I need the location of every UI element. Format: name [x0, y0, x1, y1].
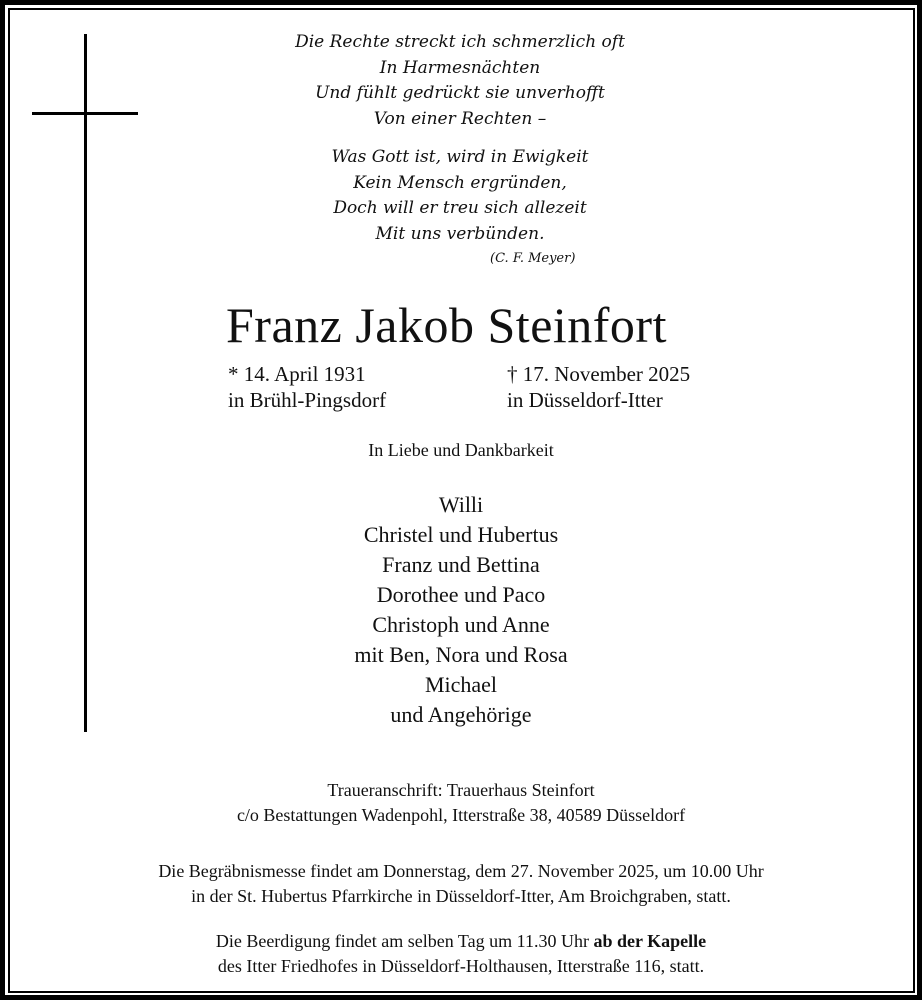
mourning-address: [0, 778, 922, 828]
burial-line: des Itter Friedhofes in Düsseldorf-Holthausen, Itterstraße 116, statt.: [217, 956, 705, 976]
burial-info: [0, 929, 922, 979]
family-member: Christel und Hubertus: [363, 522, 559, 547]
deceased-name: Franz Jakob Steinfort: [226, 297, 667, 353]
poem-line: In Harmesnächten: [379, 57, 541, 78]
poem-author: (C. F. Meyer): [490, 251, 576, 266]
poem-line: Mit uns verbünden.: [375, 223, 545, 244]
poem-line: Und fühlt gedrückt sie unverhofft: [315, 83, 605, 103]
death-info: [507, 361, 690, 413]
family-member: und Angehörige: [390, 702, 532, 727]
poem-line: Von einer Rechten –: [373, 108, 547, 129]
poem-stanza-2: [260, 145, 660, 247]
mass-line: in der St. Hubertus Pfarrkirche in Düsseldorf-Itter, Am Broichgraben, statt.: [191, 886, 731, 906]
death-place: in Düsseldorf-Itter: [507, 388, 663, 412]
burial-location-emphasis: ab der Kapelle: [593, 931, 707, 951]
birth-place: in Brühl-Pingsdorf: [228, 388, 387, 412]
family-member: Willi: [438, 492, 484, 517]
family-member: Christoph und Anne: [372, 612, 550, 637]
family-member: Dorothee und Paco: [376, 582, 546, 607]
poem-stanza-1: [260, 30, 660, 132]
family-member: Michael: [424, 672, 498, 697]
address-line: Traueranschrift: Trauerhaus Steinfort: [327, 780, 595, 800]
poem-line: Doch will er treu sich allezeit: [333, 198, 587, 218]
dagger-icon: †: [507, 362, 518, 386]
family-member: mit Ben, Nora und Rosa: [354, 642, 568, 667]
family-member: Franz und Bettina: [382, 552, 540, 577]
poem-line: Die Rechte streckt ich schmerzlich oft: [295, 32, 625, 52]
cross-icon-bar: [32, 112, 138, 115]
death-date: 17. November 2025: [522, 362, 691, 386]
birth-info: [228, 361, 386, 413]
birth-date: * 14. April 1931: [228, 362, 366, 386]
poem-line: Kein Mensch ergründen,: [353, 172, 567, 193]
address-line: c/o Bestattungen Wadenpohl, Itterstraße 38, 40589 Düsseldorf: [236, 805, 686, 825]
funeral-mass-info: [0, 859, 922, 909]
poem-line: Was Gott ist, wird in Ewigkeit: [331, 147, 589, 167]
thanks-line: In Liebe und Dankbarkeit: [368, 440, 554, 460]
family-list: [0, 490, 922, 730]
burial-line: Die Beerdigung findet am selben Tag um 11.30 Uhr: [215, 931, 594, 951]
mass-line: Die Begräbnismesse findet am Donnerstag, dem 27. November 2025, um 10.00 Uhr: [158, 861, 764, 881]
